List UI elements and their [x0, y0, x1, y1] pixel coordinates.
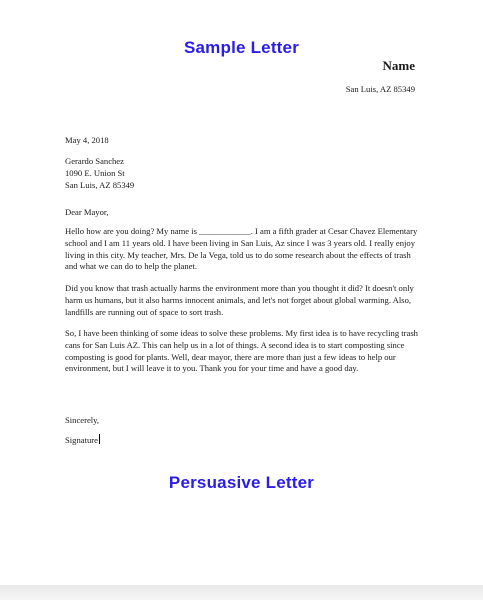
recipient-name: Gerardo Sanchez: [65, 156, 124, 166]
sender-address: San Luis, AZ 85349: [345, 84, 415, 94]
body-paragraph-1: Hello how are you doing? My name is ____________. I am a fifth grader at Cesar Chavez Elementary school and I am 11 years old. I have been living in San Luis, Az since I was 3 years old. I really enjoy living in this city. My teacher, Mrs. De la Vega, told us to do some research about the effects of trash and what we can do to help the planet.: [65, 226, 418, 272]
document-footer-title: Persuasive Letter: [168, 473, 315, 492]
document-title: Sample Letter: [183, 38, 300, 57]
recipient-street: 1090 E. Union St: [65, 167, 125, 178]
body-paragraph-3: So, I have been thinking of some ideas to solve these problems. My first idea is to have recycling trash cans for San Luis AZ. This can help us in a lot of things. A second idea is to start composting since composting is good for plants. Well, dear mayor, there are more than just a few ideas to help our environment, but I will leave it to you. Thank you for your time and have a good day.: [65, 328, 418, 374]
letter-salutation: Dear Mayor,: [65, 207, 109, 217]
letter-date: May 4, 2018: [65, 135, 109, 145]
body-paragraph-2: Did you know that trash actually harms the environment more than you thought it did? It doesn't only harm us humans, but it also harms innocent animals, and let's not forget about global warming. Also, landfills are running out of space to sort trash.: [65, 283, 414, 317]
signature-text: Signature: [65, 435, 98, 445]
recipient-address: [65, 156, 421, 191]
signature-line[interactable]: [65, 434, 421, 447]
page-edge: [0, 585, 483, 600]
sender-name: Name: [382, 58, 415, 73]
recipient-city: San Luis, AZ 85349: [65, 179, 135, 190]
text-cursor: [99, 434, 100, 444]
letter-closing: Sincerely,: [65, 415, 100, 425]
